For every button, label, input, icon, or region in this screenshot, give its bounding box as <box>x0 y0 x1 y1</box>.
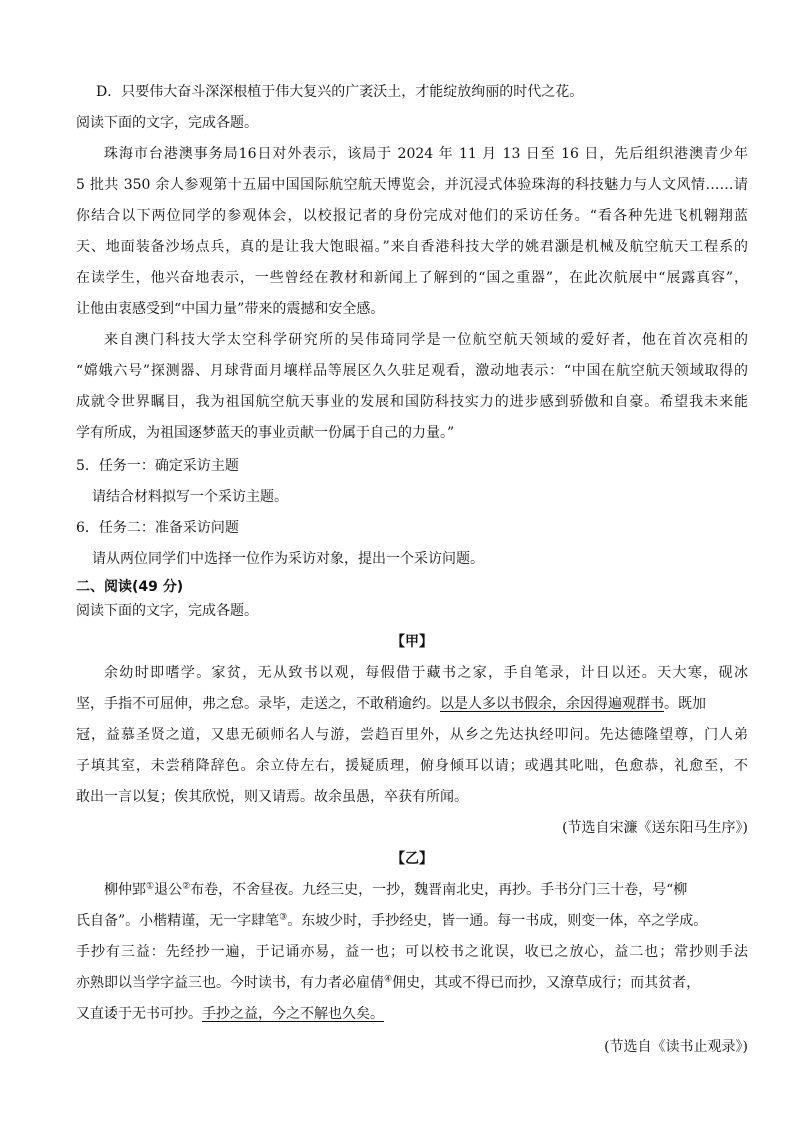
jia-source: (节选自宋濂《送东阳马生序》) <box>562 820 748 836</box>
passage2-line: “嫦娥六号”探测器、月球背面月壤样品等展区久久驻足观看，激动地表示：“中国在航空航天领域取得的 <box>76 363 748 379</box>
yi-line: 手抄有三益：先经抄一遍，于记诵亦易，益一也；可以校书之讹误，收已之放心，益二也；常抄则手法 <box>76 944 748 960</box>
footnote-marker: ④ <box>384 974 393 985</box>
jia-line: 冠，益慕圣贤之道，又患无硕师名人与游，尝趋百里外，从乡之先达执经叩问。先达德隆望尊，门人弟 <box>76 727 748 743</box>
passage-yi-heading: 【乙】 <box>391 851 433 867</box>
jia-line: 余幼时即嗜学。家贫，无从致书以观，每假借于藏书之家，手自笔录，计日以还。天大寒，砚冰 <box>104 665 748 681</box>
yi-line: 又直诿于无书可抄。手抄之益，今之不解也久矣。 <box>76 1006 384 1022</box>
passage1-line: 你结合以下两位同学的参观体会，以校报记者的身份完成对他们的采访任务。“看各种先进飞机翱翔蓝 <box>76 208 748 224</box>
question-5-body: 请结合材料拟写一个采访主题。 <box>92 489 288 505</box>
underlined-sentence: 以是人多以书假余，余因得遍观群书 <box>440 696 664 712</box>
jia-line: 敢出一言以复；俟其欣悦，则又请焉。故余虽愚，卒获有所闻。 <box>76 789 468 805</box>
passage2-line: 学有所成，为祖国逐梦蓝天的事业贡献一份属于自己的力量。” <box>76 425 455 441</box>
footnote-marker: ③ <box>279 912 288 923</box>
passage1-line: 让他由衷感受到“中国力量”带来的震撼和安全感。 <box>76 301 385 317</box>
jia-line: 子填其室，未尝稍降辞色。余立侍左右，援疑质理，俯身倾耳以请；或遇其叱咄，色愈恭，礼愈至，不 <box>76 758 748 774</box>
question-6-body: 请从两位同学们中选择一位作为采访对象，提出一个采访问题。 <box>92 551 484 567</box>
footnote-marker: ① <box>146 881 155 892</box>
yi-line: 柳仲郢①退公②布卷，不舍昼夜。九经三史，一抄，魏晋南北史，再抄。手书分门三十卷，号“柳 <box>104 881 688 898</box>
passage1-line: 珠海市台港澳事务局16日对外表示，该局于 2024 年 11 月 13 日至 16 日，先后组织港澳青少年 <box>104 146 748 162</box>
footnote-marker: ② <box>182 881 191 892</box>
yi-line: 氏自备”。小楷精谨，无一字肆笔③。东坡少时，手抄经史，皆一通。每一书成，则变一体，卒之学成。 <box>76 912 708 929</box>
underlined-sentence: 手抄之益，今之不解也久矣。 <box>202 1006 384 1022</box>
passage2-line: 成就令世界瞩目，我为祖国航空航天事业的发展和国防科技实力的进步感到骄傲和自豪。希望我未来能 <box>76 394 748 410</box>
passage1-line: 5 批共 350 余人参观第十五届中国国际航空航天博览会，并沉浸式体验珠海的科技魅力与人文风情……请 <box>76 177 748 193</box>
passage1-line: 在读学生，他兴奋地表示，一些曾经在教材和新闻上了解到的“国之重器”，在此次航展中“展露真容”， <box>76 270 748 286</box>
question-6-title: 6．任务二：准备采访问题 <box>76 520 239 536</box>
reading-instruction: 阅读下面的文字，完成各题。 <box>76 115 258 131</box>
section-title: 二、阅读(49 分) <box>76 579 184 595</box>
question-5-title: 5．任务一：确定采访主题 <box>76 458 239 474</box>
yi-source: (节选自《读书止观录》) <box>604 1039 748 1055</box>
passage2-line: 来自澳门科技大学太空科学研究所的吴伟琦同学是一位航空航天领域的爱好者，他在首次亮相的 <box>104 332 748 348</box>
reading-instruction-2: 阅读下面的文字，完成各题。 <box>76 603 258 619</box>
passage-jia-heading: 【甲】 <box>391 634 433 650</box>
jia-line: 坚，手指不可屈伸，弗之怠。录毕，走送之，不敢稍逾约。以是人多以书假余，余因得遍观群书。既加 <box>76 696 706 712</box>
yi-line: 亦熟即以当学字益三也。今时读书，有力者必雇倩④佣史，其或不得已而抄，又潦草成行；而其贫者， <box>76 974 701 991</box>
passage1-line: 天、地面装备沙场点兵，真的是让我大饱眼福。”来自香港科技大学的姚君灏是机械及航空航天工程系的 <box>76 239 748 255</box>
option-d: D．只要伟大奋斗深深根植于伟大复兴的广袤沃土，才能绽放绚丽的时代之花。 <box>96 84 584 100</box>
